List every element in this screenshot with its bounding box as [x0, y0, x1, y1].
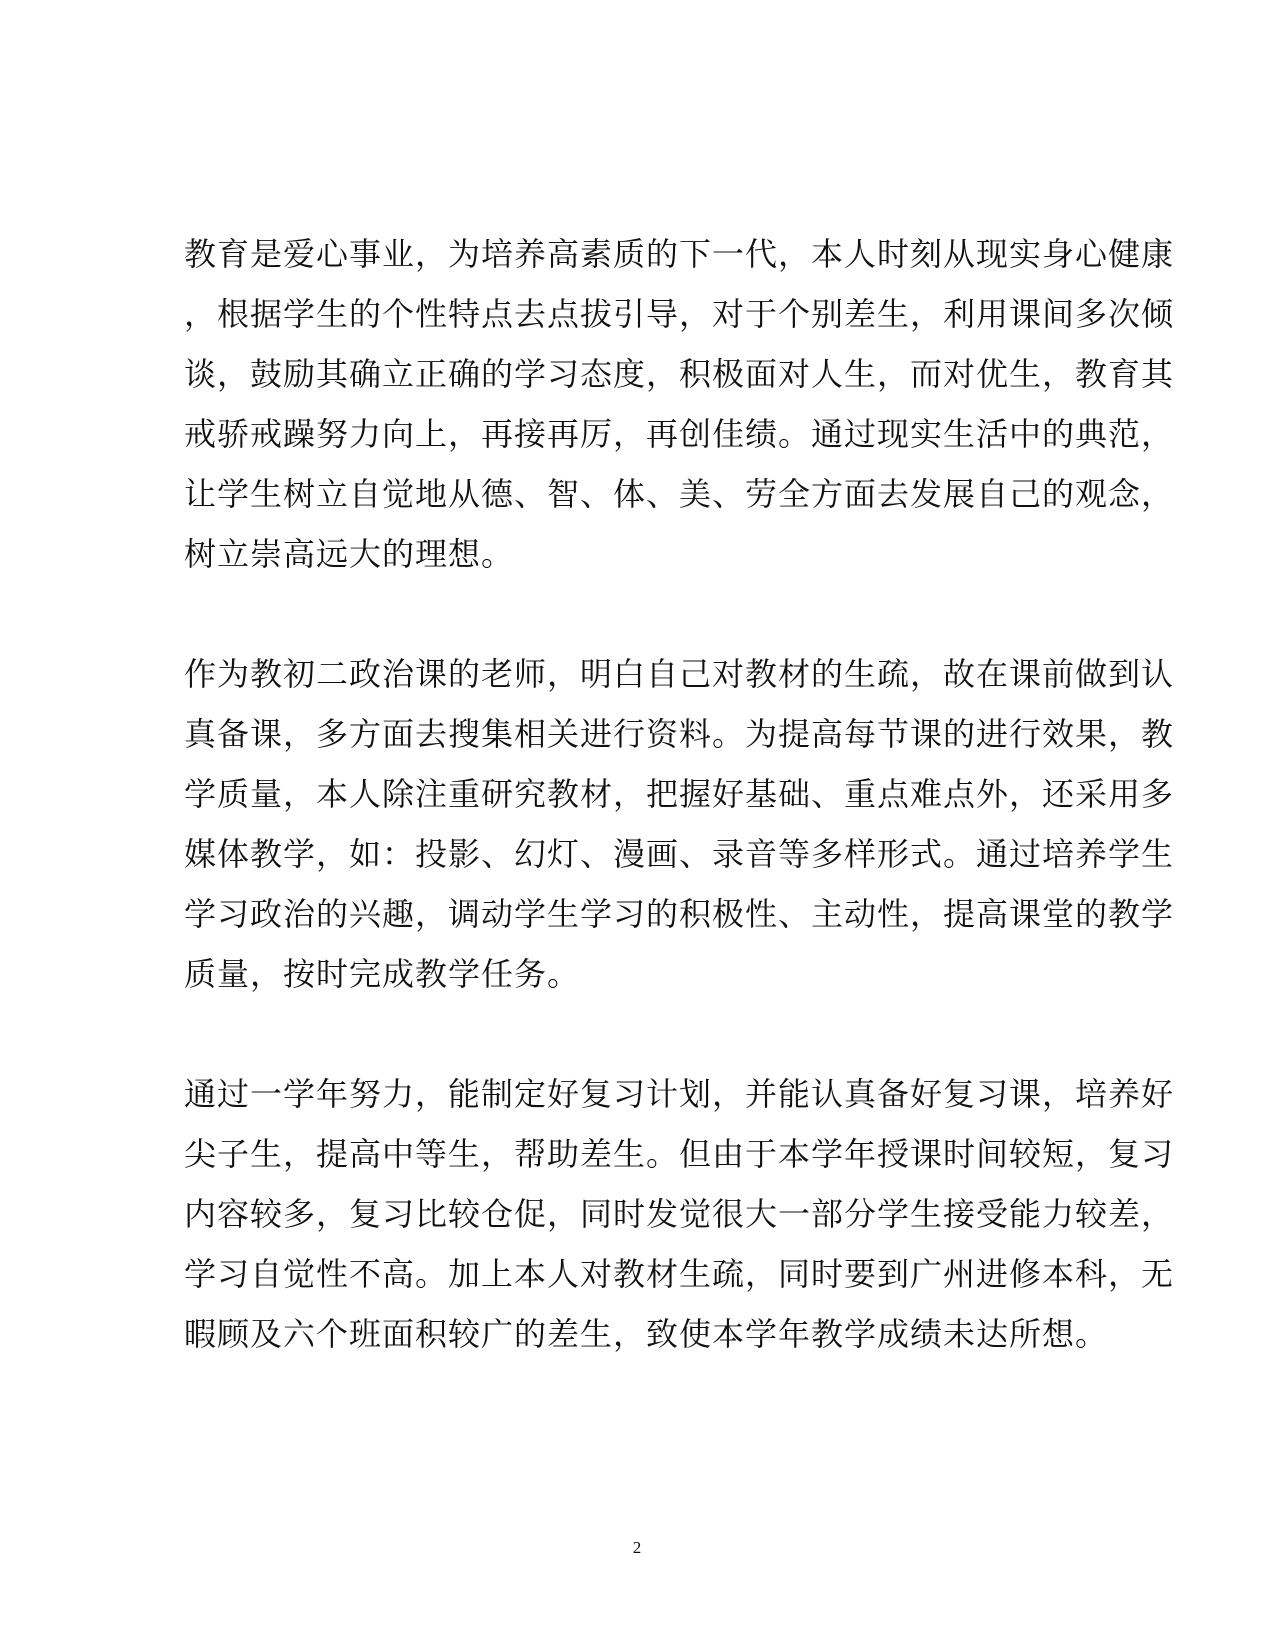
paragraph-3	[184, 1064, 1175, 1364]
text-line: 教育是爱心事业，为培养高素质的下一代，本人时刻从现实身心健康	[184, 235, 1175, 273]
text-line: 内容较多，复习比较仓促，同时发觉很大一部分学生接受能力较差，	[184, 1195, 1175, 1233]
text-line: 学习自觉性不高。加上本人对教材生疏，同时要到广州进修本科，无	[184, 1255, 1175, 1293]
text-line: 学质量，本人除注重研究教材，把握好基础、重点难点外，还采用多	[184, 775, 1175, 813]
text-line: 暇顾及六个班面积较广的差生，致使本学年教学成绩未达所想。	[184, 1315, 1109, 1353]
text-line: 真备课，多方面去搜集相关进行资料。为提高每节课的进行效果，教	[184, 715, 1175, 753]
text-line: 学习政治的兴趣，调动学生学习的积极性、主动性，提高课堂的教学	[184, 895, 1175, 933]
text-line: 让学生树立自觉地从德、智、体、美、劳全方面去发展自己的观念，	[184, 475, 1175, 513]
page-number: 2	[632, 1538, 642, 1557]
text-line: 质量，按时完成教学任务。	[184, 955, 581, 993]
text-line: 通过一学年努力，能制定好复习计划，并能认真备好复习课，培养好	[184, 1075, 1175, 1113]
text-line: 树立崇高远大的理想。	[184, 535, 515, 573]
paragraph-1	[184, 224, 1175, 584]
paragraph-2	[184, 644, 1175, 1004]
text-line: 谈，鼓励其确立正确的学习态度，积极面对人生，而对优生，教育其	[184, 355, 1175, 393]
document-body	[184, 224, 1175, 1424]
text-line: 媒体教学，如：投影、幻灯、漫画、录音等多样形式。通过培养学生	[184, 835, 1175, 873]
text-line: 作为教初二政治课的老师，明白自己对教材的生疏，故在课前做到认	[184, 655, 1175, 693]
text-line: ，根据学生的个性特点去点拔引导，对于个别差生，利用课间多次倾	[184, 295, 1175, 333]
text-line: 尖子生，提高中等生，帮助差生。但由于本学年授课时间较短，复习	[184, 1135, 1175, 1173]
text-line: 戒骄戒躁努力向上，再接再厉，再创佳绩。通过现实生活中的典范，	[184, 415, 1175, 453]
